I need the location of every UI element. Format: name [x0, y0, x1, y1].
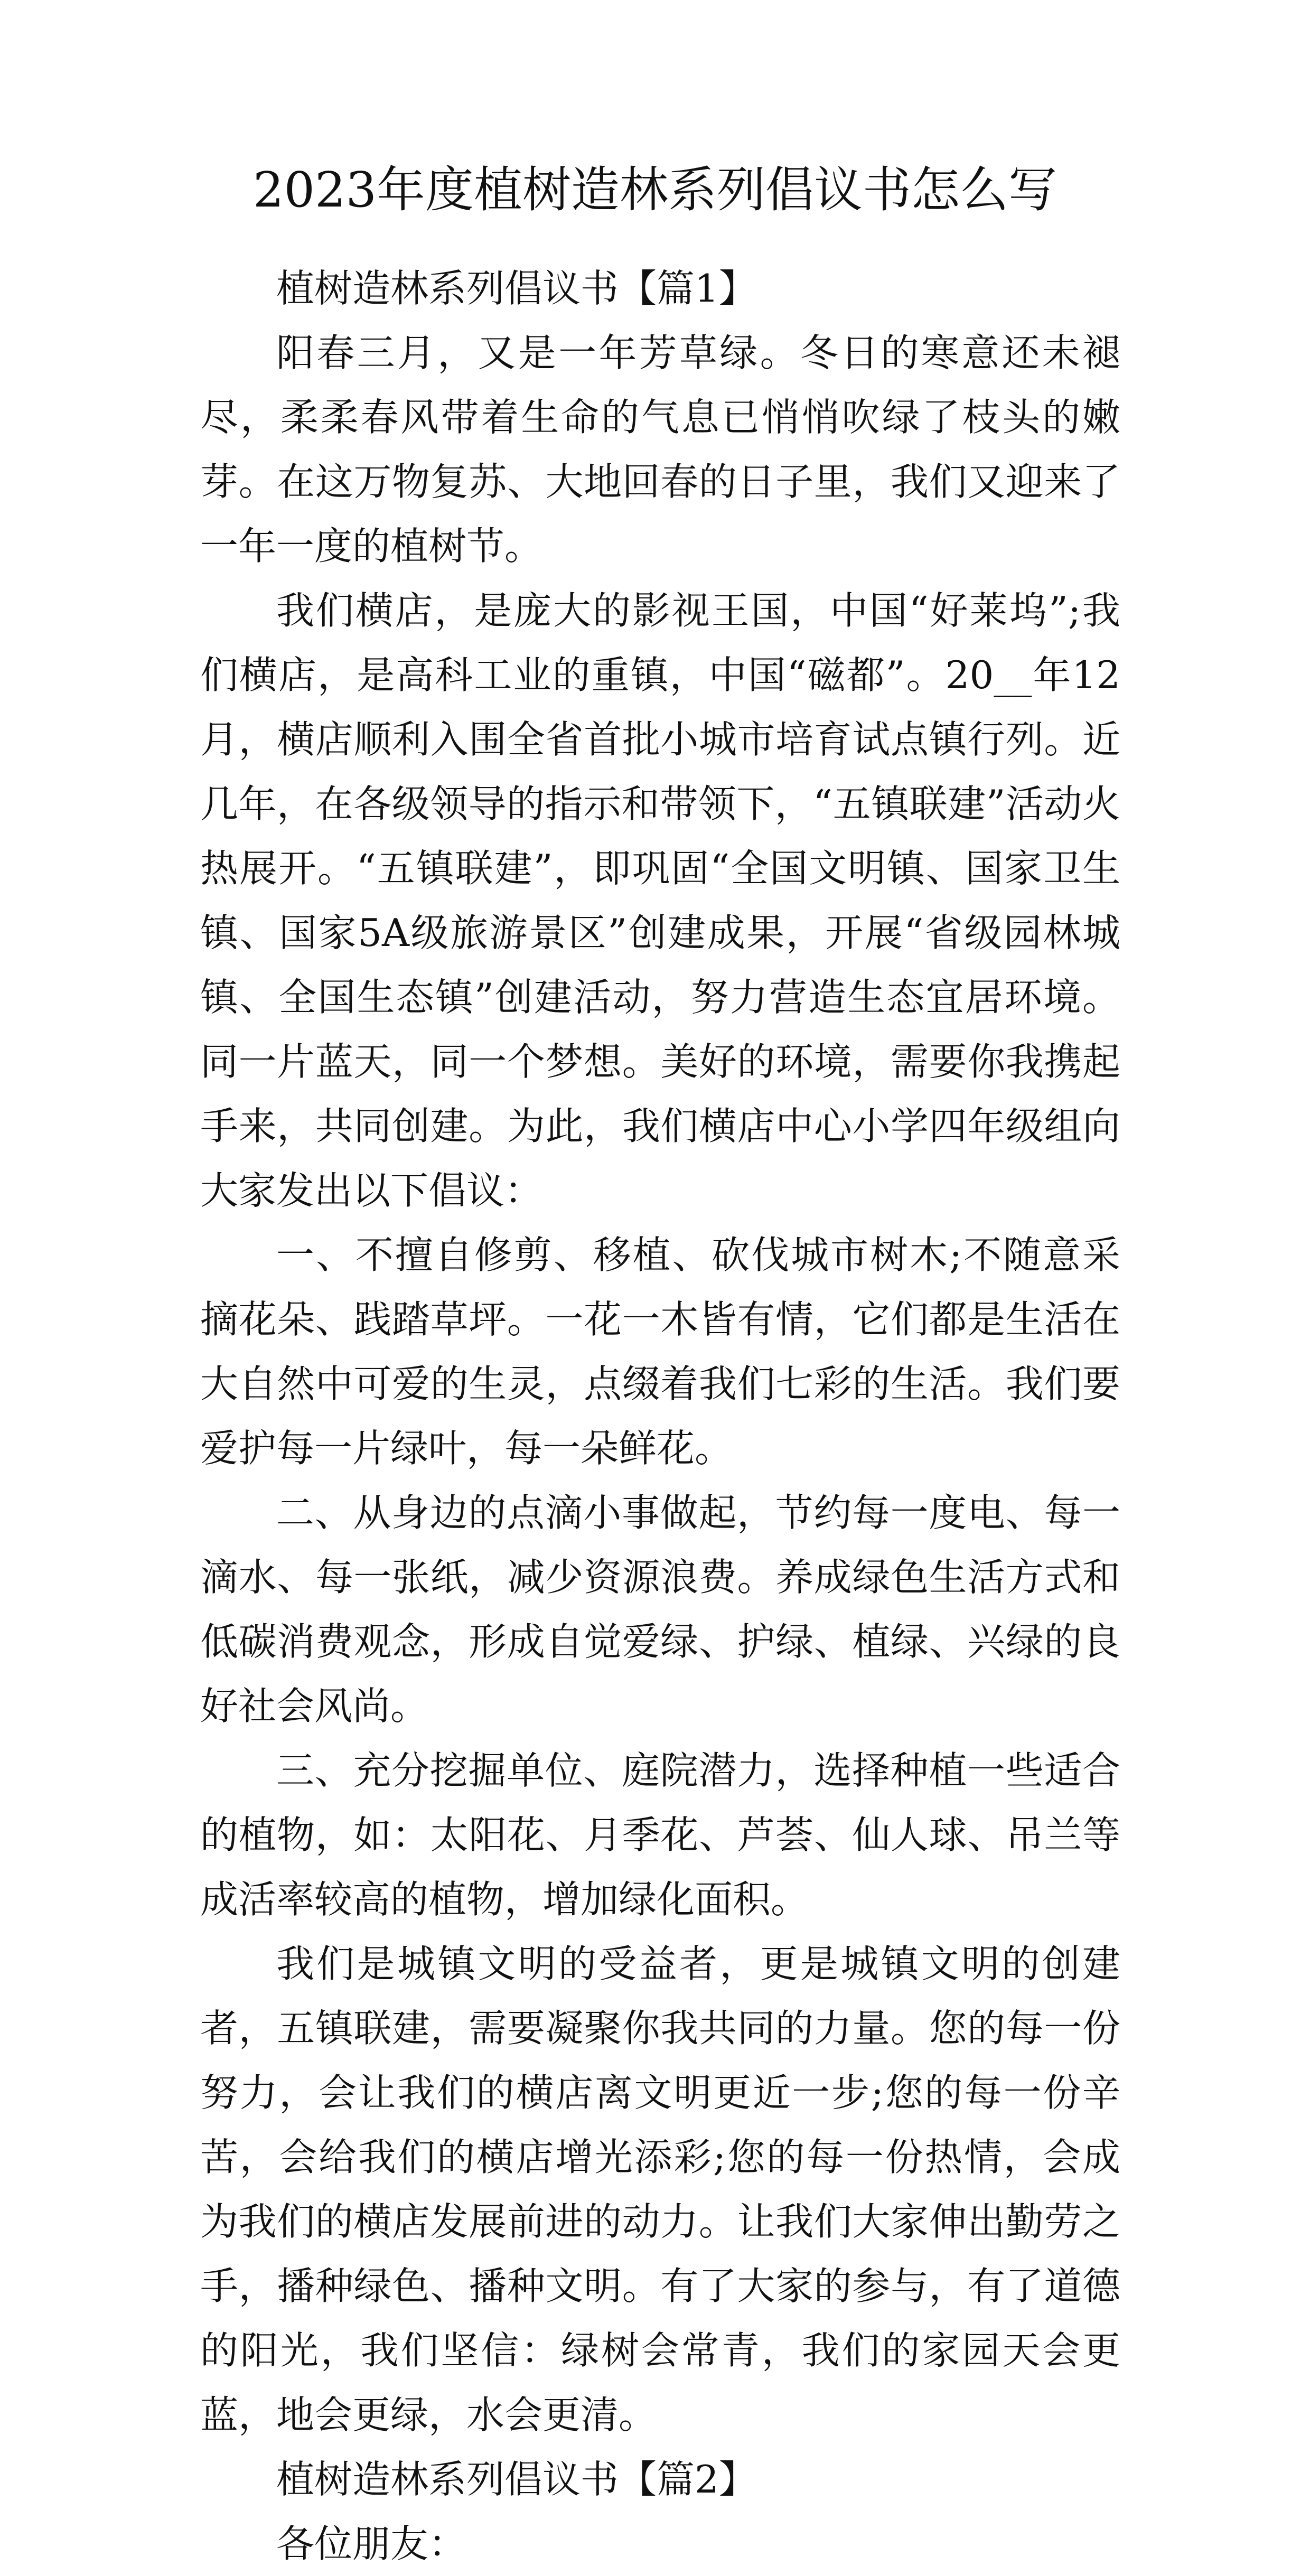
- paragraph: 一、不擅自修剪、移植、砍伐城市树木;不随意采摘花朵、践踏草坪。一花一木皆有情，它们都是生活在大自然中可爱的生灵，点缀着我们七彩的生活。我们要爱护每一片绿叶，每一朵鲜花。: [200, 1233, 1120, 1470]
- paragraph: 我们横店，是庞大的影视王国，中国“好莱坞”;我们横店，是高科工业的重镇，中国“磁都”。20__年12月，横店顺利入围全省首批小城市培育试点镇行列。近几年，在各级领导的指示和带领下，“五镇联建”活动火热展开。“五镇联建”，即巩固“全国文明镇、国家卫生镇、国家5A级旅游景区”创建成果，开展“省级园林城镇、全国生态镇”创建活动，努力营造生态宜居环境。同一片蓝天，同一个梦想。美好的环境，需要你我携起手来，共同创建。为此，我们横店中心小学四年级组向大家发出以下倡议：: [200, 588, 1120, 1213]
- paragraph: 阳春三月，又是一年芳草绿。冬日的寒意还未褪尽，柔柔春风带着生命的气息已悄悄吹绿了枝头的嫩芽。在这万物复苏、大地回春的日子里，我们又迎来了一年一度的植树节。: [200, 331, 1120, 568]
- document-title: 2023年度植树造林系列倡议书怎么写: [252, 162, 1058, 218]
- salutation: 各位朋友：: [276, 2522, 467, 2566]
- document-body: [200, 256, 1120, 2576]
- section-heading-2: 植树造林系列倡议书【篇2】: [276, 2457, 757, 2502]
- paragraph: 二、从身边的点滴小事做起，节约每一度电、每一滴水、每一张纸，减少资源浪费。养成绿色生活方式和低碳消费观念，形成自觉爱绿、护绿、植绿、兴绿的良好社会风尚。: [200, 1491, 1120, 1728]
- section-heading-1: 植树造林系列倡议书【篇1】: [276, 266, 757, 311]
- paragraph: 我们是城镇文明的受益者，更是城镇文明的创建者，五镇联建，需要凝聚你我共同的力量。您的每一份努力，会让我们的横店离文明更近一步;您的每一份辛苦，会给我们的横店增光添彩;您的每一份热情，会成为我们的横店发展前进的动力。让我们大家伸出勤劳之手，播种绿色、播种文明。有了大家的参与，有了道德的阳光，我们坚信：绿树会常青，我们的家园天会更蓝，地会更绿，水会更清。: [200, 1942, 1120, 2437]
- paragraph: 三、充分挖掘单位、庭院潜力，选择种植一些适合的植物，如：太阳花、月季花、芦荟、仙人球、吊兰等成活率较高的植物，增加绿化面积。: [200, 1748, 1120, 1922]
